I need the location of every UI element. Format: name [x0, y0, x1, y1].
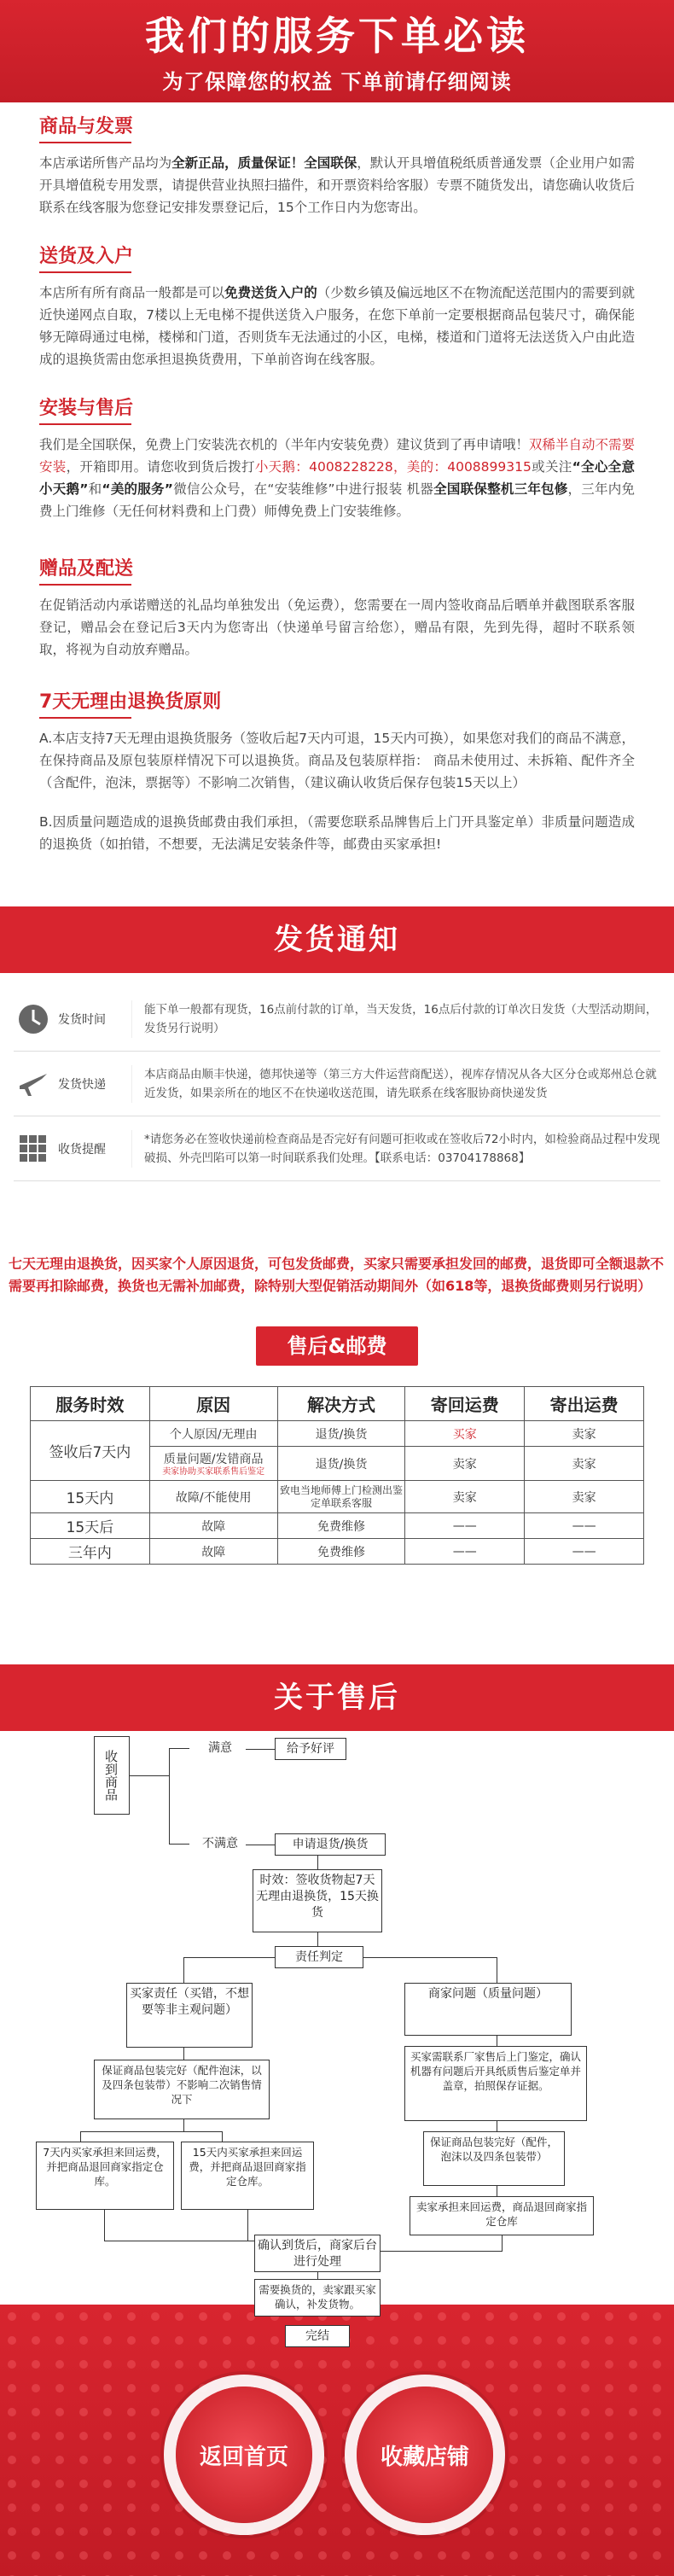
flow-buyer-pack: 保证商品包装完好（配件泡沫，以及四条包装带）不影响二次销售情况下 — [94, 2060, 270, 2119]
flow-buyer-7: 7天内买家承担来回运费，并把商品退回商家指定仓库。 — [36, 2142, 174, 2210]
bold-text: “全心全意小天鹅” — [39, 459, 635, 497]
text-run: 或关注 — [531, 459, 572, 475]
grid-icon — [14, 1129, 53, 1169]
fee-period: 15天后 — [31, 1513, 150, 1539]
flow-received: 收到商品 — [94, 1736, 130, 1815]
flow-line — [363, 1957, 497, 1958]
flow-judge: 责任判定 — [275, 1946, 363, 1968]
flow-line — [80, 2131, 81, 2142]
section-title: 安装与售后 — [39, 396, 133, 422]
flow-line — [130, 1775, 169, 1776]
fee-solution: 免费维修 — [277, 1513, 405, 1539]
fee-reason-cell — [149, 1447, 277, 1481]
favorite-shop-button[interactable] — [357, 2387, 493, 2523]
fee-out: 卖家 — [525, 1447, 644, 1481]
flow-line — [183, 2048, 184, 2060]
section-title: 赠品及配送 — [39, 557, 133, 582]
section-title: 送货及入户 — [39, 244, 133, 270]
flow-line — [502, 2235, 503, 2251]
fee-reason: 故障 — [149, 1513, 277, 1539]
fee-out: 卖家 — [525, 1421, 644, 1447]
flow-seller-ship: 卖家承担来回运费，商品退回商家指定仓库 — [410, 2196, 594, 2235]
return-policy-a: A.本店支持7天无理由退换货服务（签收后起7天内可退，15天内可换），如果您对我们的商品不满意，在保持商品及原包装原样情况下可以退换货。商品及包装原样指： 商品未使用过、未拆箱、配件齐全（含配件，泡沫，票据等）不影响二次销售，（建议确认收货后保存包装15天以上） — [39, 731, 635, 790]
fee-back: —— — [405, 1539, 525, 1565]
shipping-text: 能下单一般都有现货，16点前付款的订单，当天发货，16点后付款的订单次日发货（大型活动期间，发货另行说明） — [131, 1000, 660, 1038]
fee-note: 卖家协助买家联系售后鉴定 — [162, 1466, 265, 1477]
section-body — [39, 282, 635, 370]
section-body — [39, 152, 635, 219]
page-subtitle: 为了保障您的权益 下单前请仔细阅读 — [162, 70, 512, 94]
return-policy-b: B.因质量问题造成的退换货邮费由我们承担，（需要您联系品牌售后上门开具鉴定单）非质量问题造成的退换货（如拍错，不想要，无法满足安装条件等，邮费由买家承担! — [39, 814, 635, 852]
highlight-text: 双稀半自动不需要安装 — [39, 437, 635, 475]
bold-text: 全国联保整机三年包修 — [433, 481, 568, 497]
flow-line — [222, 2131, 223, 2142]
text-run: 和 — [88, 481, 102, 497]
flow-done: 完结 — [285, 2325, 350, 2347]
flow-line — [246, 1749, 275, 1750]
shipping-row — [14, 1116, 660, 1181]
flow-line — [169, 1748, 170, 1844]
table-row — [31, 1513, 644, 1539]
fee-period: 15天内 — [31, 1481, 150, 1513]
home-button-label: 返回首页 — [199, 2444, 288, 2470]
flow-line — [317, 1856, 318, 1869]
section-body — [39, 434, 635, 522]
flow-good-review: 给予好评 — [275, 1738, 346, 1760]
flow-line — [317, 1932, 318, 1946]
shipping-text: 本店商品由顺丰快递，德邦快递等（第三方大件运营商配送），视库存情况从各大区分仓或郑州总仓就近发货，如果亲所在的地区不在快递收送范围，请先联系在线客服协商快递发货 — [131, 1065, 660, 1103]
flow-line — [169, 1844, 189, 1845]
fee-header: 服务时效 — [31, 1387, 150, 1421]
flow-spacer — [247, 2249, 253, 2254]
flow-line — [80, 2131, 222, 2132]
section-title: 商品与发票 — [39, 114, 133, 140]
fee-solution: 致电当地师傅上门检测出鉴定单联系客服 — [277, 1481, 405, 1513]
flow-line — [381, 2251, 503, 2252]
shipping-text: *请您务必在签收快递前检查商品是否完好有问题可拒收或在签收后72小时内，如检验商品过程中发现破损、外壳凹陷可以第一时间联系我们处理。【联系电话：03704178868】 — [131, 1130, 660, 1168]
fee-back: 卖家 — [405, 1481, 525, 1513]
shipping-row — [14, 987, 660, 1052]
fee-back: 买家 — [405, 1421, 525, 1447]
home-button[interactable] — [176, 2387, 312, 2523]
flow-apply: 申请退货/换货 — [275, 1833, 386, 1856]
section-invoice — [0, 114, 674, 219]
section-title: 7天无理由退换货原则 — [39, 690, 221, 715]
fee-reason: 故障 — [149, 1539, 277, 1565]
bold-text: 免费送货入户的 — [224, 285, 317, 300]
flow-seller-resp: 商家问题（质量问题） — [404, 1983, 572, 2036]
highlight-text: 小天鹅：4008228228，美的：4008899315 — [254, 459, 532, 475]
flow-unsatisfied: 不满意 — [189, 1833, 251, 1856]
flow-buyer-resp: 买家责任（买错，不想要等非主观问题） — [126, 1983, 253, 2048]
section-delivery — [0, 244, 674, 370]
flow-seller-pack: 保证商品包装完好（配件，泡沫以及四条包装带） — [423, 2131, 565, 2186]
aftersale-band: 关于售后 — [0, 1664, 674, 1731]
shipping-label: 发货快递 — [58, 1077, 106, 1092]
flow-line — [247, 2210, 248, 2241]
fee-header: 寄出运费 — [525, 1387, 644, 1421]
section-return — [0, 690, 674, 855]
text-run: 本店承诺所售产品均为 — [39, 155, 172, 171]
favorite-shop-label: 收藏店铺 — [380, 2444, 469, 2470]
table-row — [31, 1481, 644, 1513]
text-run: 在促销活动内承诺赠送的礼品均单独发出（免运费），您需要在一周内签收商品后晒单并截图联系客服登记，赠品会在登记后3天内为您寄出（快递单号留言给您），赠品有限，先到先得，超时不联系领取，将视为自动放弃赠品。 — [39, 597, 635, 657]
flow-refund: 需要换货的，卖家跟买家确认，补发货物。 — [254, 2279, 381, 2317]
fee-pill-wrap — [0, 1326, 674, 1366]
fee-period: 签收后7天内 — [31, 1421, 150, 1481]
fee-header: 原因 — [149, 1387, 277, 1421]
flow-seller-inspect: 买家需联系厂家售后上门鉴定，确认机器有问题后开具纸质售后鉴定单并盖章，拍照保存证据。 — [404, 2046, 587, 2121]
fee-solution: 退货/换货 — [277, 1447, 405, 1481]
fee-period: 三年内 — [31, 1539, 150, 1565]
clock-icon — [14, 1000, 53, 1039]
fee-reason: 个人原因/无理由 — [149, 1421, 277, 1447]
shipping-label: 发货时间 — [58, 1012, 106, 1027]
bold-text: “美的服务” — [102, 481, 173, 497]
flow-line — [104, 2210, 105, 2241]
shipping-row — [14, 1052, 660, 1116]
fee-table — [30, 1386, 644, 1565]
flow-line — [183, 1957, 275, 1958]
flow-line — [183, 2119, 184, 2131]
shipping-label: 收货提醒 — [58, 1142, 106, 1157]
airplane-icon — [14, 1064, 53, 1104]
fee-pill: 售后&邮费 — [256, 1326, 418, 1366]
shipping-list — [14, 987, 660, 1181]
footer — [0, 2283, 674, 2576]
flow-buyer-15: 15天内买家承担来回运费，并把商品退回商家指定仓库。 — [181, 2142, 314, 2210]
fee-out: —— — [525, 1513, 644, 1539]
flow-line — [169, 1748, 189, 1749]
text-run: ，三年内免费上门维修（无任何材料费和上门费）师傅免费上门安装维修。 — [39, 481, 635, 519]
text-run: 本店所有所有商品一般都是可以 — [39, 285, 225, 300]
fee-back: —— — [405, 1513, 525, 1539]
table-row — [31, 1539, 644, 1565]
text-run: （少数乡镇及偏远地区不在物流配送范围内的需要到就近快递网点自取，7楼以上无电梯不提供送货入户服务，在您下单前一定要根据商品包装尺寸，确保能够无障碍通过电梯，楼梯和门道，否则货车无法通过的小区，电梯，楼道和门道将无法送货入户由此造成的退换货需由您承担退换货费用，下单前咨询在线客服。 — [39, 285, 635, 367]
flow-timeframe: 时效：签收货物起7天无理由退换货，15天换货 — [253, 1869, 382, 1932]
fee-solution: 退货/换货 — [277, 1421, 405, 1447]
page-header — [0, 0, 674, 102]
aftersale-flow — [0, 1731, 674, 2286]
flow-line — [183, 1957, 184, 1983]
fee-out: —— — [525, 1539, 644, 1565]
return-notice: 七天无理由退换货，因买家个人原因退货，可包发货邮费，买家只需要承担发回的邮费，退货即可全额退款不需要再扣除邮费，换货也无需补加邮费，除特别大型促销活动期间外（如618等，退换货邮费则另行说明） — [9, 1256, 665, 1294]
fee-header-row — [31, 1387, 644, 1421]
text-run: 微信公众号，在“安装维修”中进行报装 机器 — [172, 481, 434, 497]
shipping-band: 发货通知 — [0, 906, 674, 973]
fee-out: 卖家 — [525, 1481, 644, 1513]
fee-back: 卖家 — [405, 1447, 525, 1481]
bold-text: 全新正品，质量保证！全国联保 — [171, 155, 357, 171]
page-title: 我们的服务下单必读 — [145, 13, 529, 59]
fee-reason: 故障/不能使用 — [149, 1481, 277, 1513]
fee-reason: 质量问题/发错商品 — [163, 1452, 264, 1466]
section-gift — [0, 557, 674, 661]
text-run: 我们是全国联保，免费上门安装洗衣机的（半年内安装免费）建议货到了再申请哦！ — [39, 437, 529, 452]
fee-header: 寄回运费 — [405, 1387, 525, 1421]
text-run: ，开箱即用。请您收到货后拨打 — [66, 459, 255, 475]
text-run: ，默认开具增值税纸质普通发票（企业用户如需开具增值税专用发票，请提供营业执照扫描件，和开票资料给客服）专票不随货发出，请您确认收货后联系在线客服为您登记安排发票登记后，15个工作日内为您寄出。 — [39, 155, 635, 215]
flow-confirm: 确认到货后，商家后台进行处理 — [254, 2235, 381, 2272]
flow-satisfied: 满意 — [189, 1738, 251, 1760]
table-row — [31, 1421, 644, 1447]
fee-solution: 免费维修 — [277, 1539, 405, 1565]
fee-header: 解决方式 — [277, 1387, 405, 1421]
section-body — [39, 594, 635, 661]
section-install — [0, 396, 674, 522]
